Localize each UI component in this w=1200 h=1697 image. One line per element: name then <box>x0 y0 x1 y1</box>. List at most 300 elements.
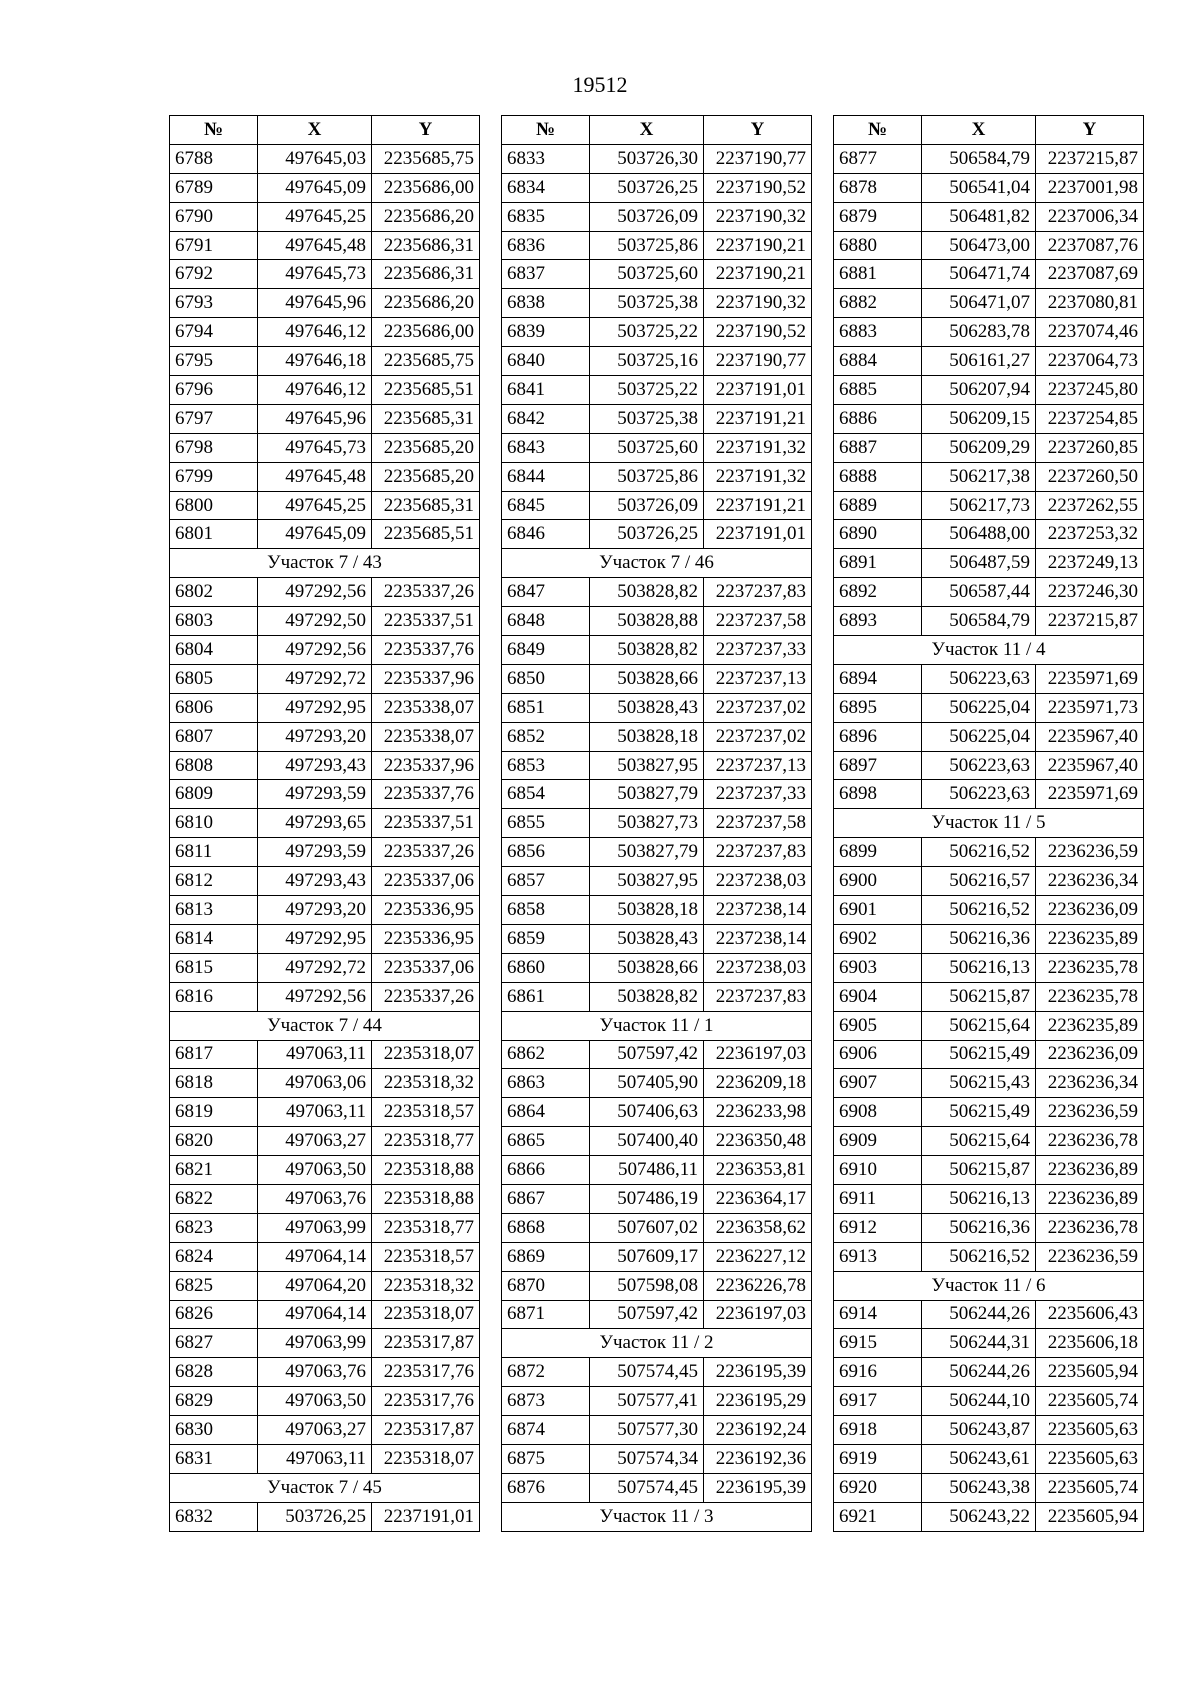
y-coordinate-cell: 2235685,75 <box>372 144 480 173</box>
point-number-cell: 6897 <box>834 751 922 780</box>
point-number-cell: 6817 <box>170 1040 258 1069</box>
table-row <box>502 1040 812 1069</box>
x-coordinate-cell: 497292,56 <box>258 982 372 1011</box>
point-number-cell: 6811 <box>170 838 258 867</box>
point-number-cell: 6824 <box>170 1242 258 1271</box>
x-coordinate-cell: 506243,22 <box>922 1502 1036 1531</box>
x-coordinate-cell: 506243,38 <box>922 1473 1036 1502</box>
x-coordinate-cell: 497063,99 <box>258 1329 372 1358</box>
table-row <box>170 1242 480 1271</box>
table-row <box>834 1242 1144 1271</box>
y-coordinate-cell: 2237237,83 <box>704 982 812 1011</box>
point-number-cell: 6847 <box>502 578 590 607</box>
table-row <box>834 751 1144 780</box>
page-number: 19512 <box>572 72 628 97</box>
y-coordinate-cell: 2235686,31 <box>372 260 480 289</box>
x-coordinate-cell: 497063,76 <box>258 1358 372 1387</box>
table-row <box>170 347 480 376</box>
x-coordinate-cell: 497292,56 <box>258 636 372 665</box>
point-number-cell: 6869 <box>502 1242 590 1271</box>
section-label: Участок 11 / 6 <box>834 1271 1144 1300</box>
table-row <box>170 636 480 665</box>
x-coordinate-cell: 503725,22 <box>590 376 704 405</box>
x-coordinate-cell: 506161,27 <box>922 347 1036 376</box>
table-row <box>502 1358 812 1387</box>
point-number-cell: 6837 <box>502 260 590 289</box>
point-number-cell: 6899 <box>834 838 922 867</box>
x-coordinate-cell: 506471,07 <box>922 289 1036 318</box>
table-row <box>502 636 812 665</box>
table-row <box>170 1416 480 1445</box>
x-coordinate-cell: 506216,52 <box>922 838 1036 867</box>
x-coordinate-cell: 506215,43 <box>922 1069 1036 1098</box>
x-coordinate-cell: 497292,56 <box>258 578 372 607</box>
point-number-cell: 6864 <box>502 1098 590 1127</box>
x-coordinate-cell: 503725,86 <box>590 231 704 260</box>
point-number-cell: 6919 <box>834 1444 922 1473</box>
x-coordinate-cell: 503828,82 <box>590 636 704 665</box>
x-coordinate-cell: 497645,48 <box>258 462 372 491</box>
table-row <box>170 1213 480 1242</box>
table-row <box>834 1444 1144 1473</box>
table-row <box>834 664 1144 693</box>
y-coordinate-cell: 2237191,01 <box>704 520 812 549</box>
table-row <box>834 578 1144 607</box>
x-coordinate-cell: 497292,72 <box>258 664 372 693</box>
table-row <box>170 664 480 693</box>
point-number-cell: 6871 <box>502 1300 590 1329</box>
y-coordinate-cell: 2236235,78 <box>1036 982 1144 1011</box>
x-coordinate-cell: 503828,18 <box>590 896 704 925</box>
x-coordinate-cell: 497293,20 <box>258 722 372 751</box>
y-coordinate-cell: 2237087,76 <box>1036 231 1144 260</box>
point-number-cell: 6797 <box>170 404 258 433</box>
x-coordinate-cell: 507574,45 <box>590 1473 704 1502</box>
y-coordinate-cell: 2237237,58 <box>704 809 812 838</box>
table-row <box>502 722 812 751</box>
table-row <box>170 404 480 433</box>
y-coordinate-cell: 2237190,52 <box>704 318 812 347</box>
table-row <box>834 289 1144 318</box>
point-number-cell: 6882 <box>834 289 922 318</box>
table-row <box>502 491 812 520</box>
y-coordinate-cell: 2235318,88 <box>372 1184 480 1213</box>
section-label: Участок 7 / 45 <box>170 1473 480 1502</box>
table-row <box>834 318 1144 347</box>
point-number-cell: 6853 <box>502 751 590 780</box>
y-coordinate-cell: 2236353,81 <box>704 1156 812 1185</box>
table-row <box>502 1213 812 1242</box>
x-coordinate-cell: 503725,60 <box>590 433 704 462</box>
x-coordinate-cell: 506244,31 <box>922 1329 1036 1358</box>
x-coordinate-cell: 506223,63 <box>922 664 1036 693</box>
point-number-cell: 6917 <box>834 1387 922 1416</box>
table-row <box>834 1069 1144 1098</box>
y-coordinate-cell: 2235337,26 <box>372 982 480 1011</box>
point-number-cell: 6908 <box>834 1098 922 1127</box>
point-number-cell: 6916 <box>834 1358 922 1387</box>
point-number-cell: 6814 <box>170 924 258 953</box>
table-row <box>502 809 812 838</box>
y-coordinate-cell: 2237237,83 <box>704 838 812 867</box>
table-row <box>834 144 1144 173</box>
x-coordinate-cell: 506217,38 <box>922 462 1036 491</box>
point-number-cell: 6901 <box>834 896 922 925</box>
y-coordinate-cell: 2236197,03 <box>704 1040 812 1069</box>
y-coordinate-cell: 2235971,69 <box>1036 664 1144 693</box>
x-coordinate-cell: 506209,15 <box>922 404 1036 433</box>
x-coordinate-cell: 497064,14 <box>258 1242 372 1271</box>
x-coordinate-cell: 497645,73 <box>258 433 372 462</box>
x-coordinate-cell: 506215,64 <box>922 1011 1036 1040</box>
point-number-cell: 6884 <box>834 347 922 376</box>
table-row <box>834 607 1144 636</box>
y-coordinate-cell: 2236192,24 <box>704 1416 812 1445</box>
point-number-cell: 6878 <box>834 173 922 202</box>
section-row <box>170 549 480 578</box>
y-coordinate-cell: 2235685,20 <box>372 462 480 491</box>
x-coordinate-cell: 507609,17 <box>590 1242 704 1271</box>
y-coordinate-cell: 2235318,88 <box>372 1156 480 1185</box>
x-coordinate-cell: 506471,74 <box>922 260 1036 289</box>
x-coordinate-cell: 497063,76 <box>258 1184 372 1213</box>
x-coordinate-cell: 506584,79 <box>922 607 1036 636</box>
x-coordinate-cell: 506481,82 <box>922 202 1036 231</box>
table-row <box>834 173 1144 202</box>
coordinates-table-2 <box>501 115 812 1532</box>
y-coordinate-cell: 2235318,32 <box>372 1271 480 1300</box>
section-row <box>170 1473 480 1502</box>
y-coordinate-cell: 2235338,07 <box>372 693 480 722</box>
point-number-cell: 6883 <box>834 318 922 347</box>
table-row <box>834 1473 1144 1502</box>
point-number-cell: 6892 <box>834 578 922 607</box>
point-number-cell: 6827 <box>170 1329 258 1358</box>
point-number-cell: 6911 <box>834 1184 922 1213</box>
y-coordinate-cell: 2236197,03 <box>704 1300 812 1329</box>
y-coordinate-cell: 2236236,34 <box>1036 867 1144 896</box>
y-coordinate-cell: 2235317,87 <box>372 1329 480 1358</box>
x-coordinate-cell: 503726,25 <box>258 1502 372 1531</box>
x-coordinate-cell: 503726,25 <box>590 173 704 202</box>
x-coordinate-cell: 503726,09 <box>590 202 704 231</box>
point-number-cell: 6844 <box>502 462 590 491</box>
table-row <box>834 1127 1144 1156</box>
point-number-cell: 6910 <box>834 1156 922 1185</box>
x-coordinate-cell: 497063,11 <box>258 1040 372 1069</box>
y-coordinate-cell: 2236195,39 <box>704 1358 812 1387</box>
table-row <box>502 347 812 376</box>
x-coordinate-cell: 497645,96 <box>258 404 372 433</box>
x-coordinate-cell: 497063,06 <box>258 1069 372 1098</box>
table-row <box>502 578 812 607</box>
y-coordinate-cell: 2237190,77 <box>704 144 812 173</box>
y-coordinate-cell: 2235336,95 <box>372 896 480 925</box>
point-number-cell: 6810 <box>170 809 258 838</box>
section-row <box>502 1011 812 1040</box>
x-coordinate-cell: 503827,79 <box>590 838 704 867</box>
y-coordinate-cell: 2235318,77 <box>372 1213 480 1242</box>
table-row <box>170 722 480 751</box>
table-row <box>834 462 1144 491</box>
y-coordinate-cell: 2235686,00 <box>372 318 480 347</box>
header-x: X <box>258 116 372 145</box>
point-number-cell: 6826 <box>170 1300 258 1329</box>
section-row <box>502 1502 812 1531</box>
point-number-cell: 6838 <box>502 289 590 318</box>
table-row <box>502 693 812 722</box>
x-coordinate-cell: 507577,30 <box>590 1416 704 1445</box>
table-row <box>170 867 480 896</box>
point-number-cell: 6818 <box>170 1069 258 1098</box>
table-row <box>834 1358 1144 1387</box>
point-number-cell: 6877 <box>834 144 922 173</box>
x-coordinate-cell: 507577,41 <box>590 1387 704 1416</box>
table-row <box>502 751 812 780</box>
x-coordinate-cell: 497645,09 <box>258 173 372 202</box>
table-row <box>834 838 1144 867</box>
y-coordinate-cell: 2235605,94 <box>1036 1358 1144 1387</box>
table-row <box>834 953 1144 982</box>
table-row <box>170 751 480 780</box>
point-number-cell: 6915 <box>834 1329 922 1358</box>
x-coordinate-cell: 497646,12 <box>258 318 372 347</box>
y-coordinate-cell: 2237190,52 <box>704 173 812 202</box>
point-number-cell: 6815 <box>170 953 258 982</box>
x-coordinate-cell: 507486,11 <box>590 1156 704 1185</box>
x-coordinate-cell: 507574,45 <box>590 1358 704 1387</box>
table-row <box>834 867 1144 896</box>
table-row <box>502 1098 812 1127</box>
x-coordinate-cell: 503725,60 <box>590 260 704 289</box>
y-coordinate-cell: 2237191,21 <box>704 404 812 433</box>
header-y: Y <box>372 116 480 145</box>
point-number-cell: 6887 <box>834 433 922 462</box>
table-row <box>170 260 480 289</box>
table-row <box>170 376 480 405</box>
table-row <box>834 260 1144 289</box>
table-row <box>502 1473 812 1502</box>
point-number-cell: 6902 <box>834 924 922 953</box>
y-coordinate-cell: 2235318,07 <box>372 1444 480 1473</box>
table-row <box>170 491 480 520</box>
y-coordinate-cell: 2235318,77 <box>372 1127 480 1156</box>
y-coordinate-cell: 2237249,13 <box>1036 549 1144 578</box>
x-coordinate-cell: 497292,95 <box>258 924 372 953</box>
section-label: Участок 11 / 5 <box>834 809 1144 838</box>
x-coordinate-cell: 497292,72 <box>258 953 372 982</box>
y-coordinate-cell: 2236236,78 <box>1036 1213 1144 1242</box>
table-row <box>502 953 812 982</box>
point-number-cell: 6805 <box>170 664 258 693</box>
table-row <box>834 896 1144 925</box>
point-number-cell: 6821 <box>170 1156 258 1185</box>
table-body <box>834 144 1144 1531</box>
y-coordinate-cell: 2236236,59 <box>1036 1242 1144 1271</box>
point-number-cell: 6799 <box>170 462 258 491</box>
point-number-cell: 6839 <box>502 318 590 347</box>
table-row <box>502 867 812 896</box>
y-coordinate-cell: 2235967,40 <box>1036 722 1144 751</box>
x-coordinate-cell: 503828,18 <box>590 722 704 751</box>
x-coordinate-cell: 506584,79 <box>922 144 1036 173</box>
table-row <box>170 433 480 462</box>
section-row <box>502 1329 812 1358</box>
y-coordinate-cell: 2237064,73 <box>1036 347 1144 376</box>
table-row <box>170 1502 480 1531</box>
table-row <box>502 520 812 549</box>
point-number-cell: 6803 <box>170 607 258 636</box>
table-header-row <box>834 116 1144 145</box>
x-coordinate-cell: 506223,63 <box>922 751 1036 780</box>
y-coordinate-cell: 2236236,89 <box>1036 1156 1144 1185</box>
y-coordinate-cell: 2235337,26 <box>372 838 480 867</box>
y-coordinate-cell: 2237238,14 <box>704 924 812 953</box>
table-row <box>170 1387 480 1416</box>
point-number-cell: 6856 <box>502 838 590 867</box>
table-row <box>834 1040 1144 1069</box>
point-number-cell: 6845 <box>502 491 590 520</box>
y-coordinate-cell: 2235605,74 <box>1036 1387 1144 1416</box>
x-coordinate-cell: 497063,50 <box>258 1156 372 1185</box>
x-coordinate-cell: 506225,04 <box>922 722 1036 751</box>
y-coordinate-cell: 2236233,98 <box>704 1098 812 1127</box>
section-row <box>834 809 1144 838</box>
y-coordinate-cell: 2235685,31 <box>372 491 480 520</box>
point-number-cell: 6914 <box>834 1300 922 1329</box>
x-coordinate-cell: 503828,66 <box>590 953 704 982</box>
point-number-cell: 6840 <box>502 347 590 376</box>
y-coordinate-cell: 2237191,21 <box>704 491 812 520</box>
x-coordinate-cell: 506225,04 <box>922 693 1036 722</box>
point-number-cell: 6809 <box>170 780 258 809</box>
table-row <box>170 809 480 838</box>
x-coordinate-cell: 506216,36 <box>922 924 1036 953</box>
table-row <box>170 1098 480 1127</box>
x-coordinate-cell: 503725,38 <box>590 289 704 318</box>
table-row <box>170 838 480 867</box>
y-coordinate-cell: 2237215,87 <box>1036 607 1144 636</box>
point-number-cell: 6879 <box>834 202 922 231</box>
y-coordinate-cell: 2237262,55 <box>1036 491 1144 520</box>
x-coordinate-cell: 503828,43 <box>590 693 704 722</box>
header-number: № <box>502 116 590 145</box>
x-coordinate-cell: 506209,29 <box>922 433 1036 462</box>
point-number-cell: 6833 <box>502 144 590 173</box>
point-number-cell: 6830 <box>170 1416 258 1445</box>
section-label: Участок 11 / 4 <box>834 636 1144 665</box>
point-number-cell: 6823 <box>170 1213 258 1242</box>
x-coordinate-cell: 506215,49 <box>922 1040 1036 1069</box>
y-coordinate-cell: 2235337,76 <box>372 636 480 665</box>
y-coordinate-cell: 2235317,76 <box>372 1387 480 1416</box>
y-coordinate-cell: 2235606,18 <box>1036 1329 1144 1358</box>
table-row <box>834 982 1144 1011</box>
x-coordinate-cell: 497646,12 <box>258 376 372 405</box>
point-number-cell: 6874 <box>502 1416 590 1445</box>
y-coordinate-cell: 2236236,59 <box>1036 1098 1144 1127</box>
table-row <box>170 982 480 1011</box>
table-row <box>502 896 812 925</box>
table-row <box>170 1444 480 1473</box>
table-row <box>170 520 480 549</box>
point-number-cell: 6920 <box>834 1473 922 1502</box>
table-row <box>170 924 480 953</box>
y-coordinate-cell: 2235606,43 <box>1036 1300 1144 1329</box>
x-coordinate-cell: 507486,19 <box>590 1184 704 1213</box>
table-row <box>170 578 480 607</box>
y-coordinate-cell: 2235686,00 <box>372 173 480 202</box>
x-coordinate-cell: 497645,09 <box>258 520 372 549</box>
x-coordinate-cell: 506215,87 <box>922 1156 1036 1185</box>
y-coordinate-cell: 2237246,30 <box>1036 578 1144 607</box>
table-row <box>170 318 480 347</box>
table-body <box>170 144 480 1531</box>
section-row <box>502 549 812 578</box>
x-coordinate-cell: 497645,96 <box>258 289 372 318</box>
section-row <box>834 636 1144 665</box>
x-coordinate-cell: 506488,00 <box>922 520 1036 549</box>
x-coordinate-cell: 507597,42 <box>590 1300 704 1329</box>
x-coordinate-cell: 497063,27 <box>258 1416 372 1445</box>
x-coordinate-cell: 497645,03 <box>258 144 372 173</box>
header-number: № <box>834 116 922 145</box>
point-number-cell: 6842 <box>502 404 590 433</box>
x-coordinate-cell: 507406,63 <box>590 1098 704 1127</box>
x-coordinate-cell: 497292,50 <box>258 607 372 636</box>
point-number-cell: 6807 <box>170 722 258 751</box>
y-coordinate-cell: 2236227,12 <box>704 1242 812 1271</box>
y-coordinate-cell: 2235337,96 <box>372 751 480 780</box>
y-coordinate-cell: 2235318,32 <box>372 1069 480 1098</box>
y-coordinate-cell: 2237237,13 <box>704 751 812 780</box>
point-number-cell: 6867 <box>502 1184 590 1213</box>
y-coordinate-cell: 2235337,51 <box>372 607 480 636</box>
x-coordinate-cell: 503827,95 <box>590 867 704 896</box>
y-coordinate-cell: 2235685,20 <box>372 433 480 462</box>
point-number-cell: 6881 <box>834 260 922 289</box>
y-coordinate-cell: 2237238,14 <box>704 896 812 925</box>
table-row <box>170 173 480 202</box>
y-coordinate-cell: 2235605,74 <box>1036 1473 1144 1502</box>
y-coordinate-cell: 2237237,83 <box>704 578 812 607</box>
y-coordinate-cell: 2235318,07 <box>372 1040 480 1069</box>
y-coordinate-cell: 2236235,89 <box>1036 924 1144 953</box>
table-row <box>170 1271 480 1300</box>
y-coordinate-cell: 2236358,62 <box>704 1213 812 1242</box>
point-number-cell: 6895 <box>834 693 922 722</box>
table-row <box>834 1156 1144 1185</box>
y-coordinate-cell: 2235686,20 <box>372 289 480 318</box>
x-coordinate-cell: 506215,49 <box>922 1098 1036 1127</box>
y-coordinate-cell: 2237191,01 <box>704 376 812 405</box>
table-row <box>834 1387 1144 1416</box>
y-coordinate-cell: 2236235,78 <box>1036 953 1144 982</box>
x-coordinate-cell: 497292,95 <box>258 693 372 722</box>
point-number-cell: 6848 <box>502 607 590 636</box>
table-row <box>834 1416 1144 1445</box>
x-coordinate-cell: 506216,13 <box>922 1184 1036 1213</box>
x-coordinate-cell: 497293,43 <box>258 751 372 780</box>
y-coordinate-cell: 2235686,20 <box>372 202 480 231</box>
point-number-cell: 6820 <box>170 1127 258 1156</box>
point-number-cell: 6795 <box>170 347 258 376</box>
table-row <box>170 1300 480 1329</box>
point-number-cell: 6890 <box>834 520 922 549</box>
x-coordinate-cell: 497293,65 <box>258 809 372 838</box>
y-coordinate-cell: 2235337,06 <box>372 953 480 982</box>
table-row <box>170 1358 480 1387</box>
